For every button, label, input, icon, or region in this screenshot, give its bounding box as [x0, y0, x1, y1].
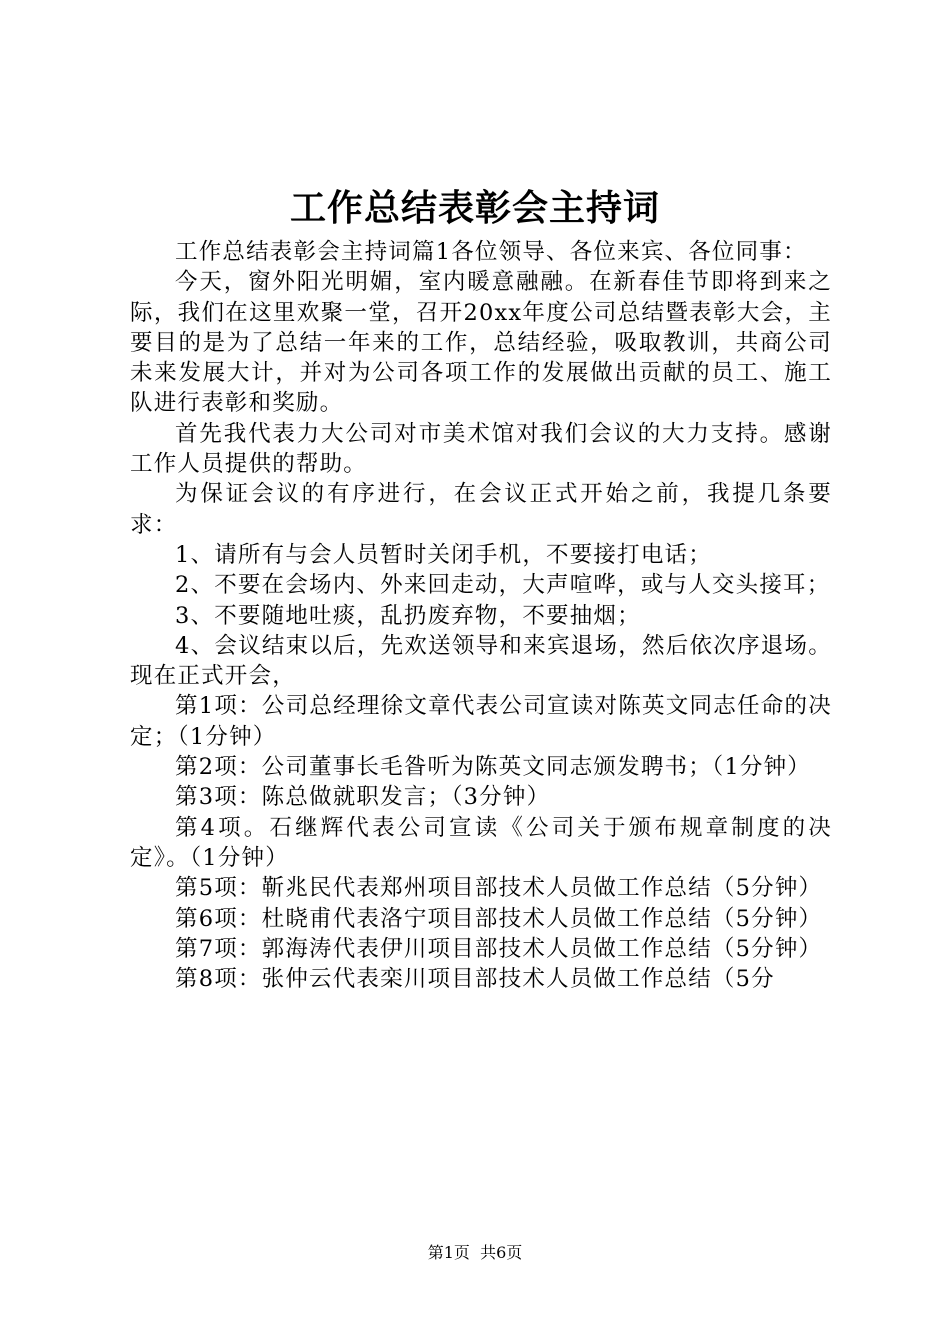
list-item: 4、会议结束以后，先欢送领导和来宾退场，然后依次序退场。现在正式开会，	[130, 632, 832, 690]
agenda-item: 第7项：郭海涛代表伊川项目部技术人员做工作总结（5分钟）	[175, 935, 823, 962]
paragraph: 为保证会议的有序进行，在会议正式开始之前，我提几条要求：	[130, 481, 832, 538]
paragraph: 今天，窗外阳光明媚，室内暖意融融。在新春佳节即将到来之际，我们在这里欢聚一堂，召开20xx年度公司总结暨表彰大会，主要目的是为了总结一年来的工作，总结经验，吸取教训，共商公司未来发展大计，并对为公司各项工作的发展做出贡献的员工、施工队进行表彰和奖励。	[130, 269, 832, 417]
list-item: 3、不要随地吐痰，乱扔废弃物，不要抽烟；	[175, 602, 641, 629]
list-item: 2、不要在会场内、外来回走动，大声喧哗，或与人交头接耳；	[175, 572, 831, 599]
agenda-item: 第5项：靳兆民代表郑州项目部技术人员做工作总结（5分钟）	[175, 875, 823, 902]
agenda-item: 第3项：陈总做就职发言；（3分钟）	[175, 784, 551, 811]
agenda-item: 第1项：公司总经理徐文章代表公司宣读对陈英文同志任命的决定；（1分钟）	[130, 693, 832, 750]
page-number: 第1页 共6页	[427, 1243, 523, 1262]
document-title: 工作总结表彰会主持词	[289, 187, 660, 229]
agenda-item: 第4项。石继辉代表公司宣读《公司关于颁布规章制度的决定》。（1分钟）	[130, 814, 832, 871]
page-footer	[0, 1242, 950, 1264]
paragraph: 首先我代表力大公司对市美术馆对我们会议的大力支持。感谢工作人员提供的帮助。	[130, 420, 832, 478]
paragraph: 工作总结表彰会主持词篇1各位领导、各位来宾、各位同事：	[175, 239, 807, 265]
document-body	[130, 237, 832, 994]
agenda-item: 第6项：杜晓甫代表洛宁项目部技术人员做工作总结（5分钟）	[175, 905, 823, 932]
agenda-item: 第8项：张仲云代表栾川项目部技术人员做工作总结（5分	[175, 966, 775, 993]
agenda-item: 第2项：公司董事长毛昝听为陈英文同志颁发聘书；（1分钟）	[175, 754, 811, 781]
list-item: 1、请所有与会人员暂时关闭手机，不要接打电话；	[175, 541, 712, 568]
